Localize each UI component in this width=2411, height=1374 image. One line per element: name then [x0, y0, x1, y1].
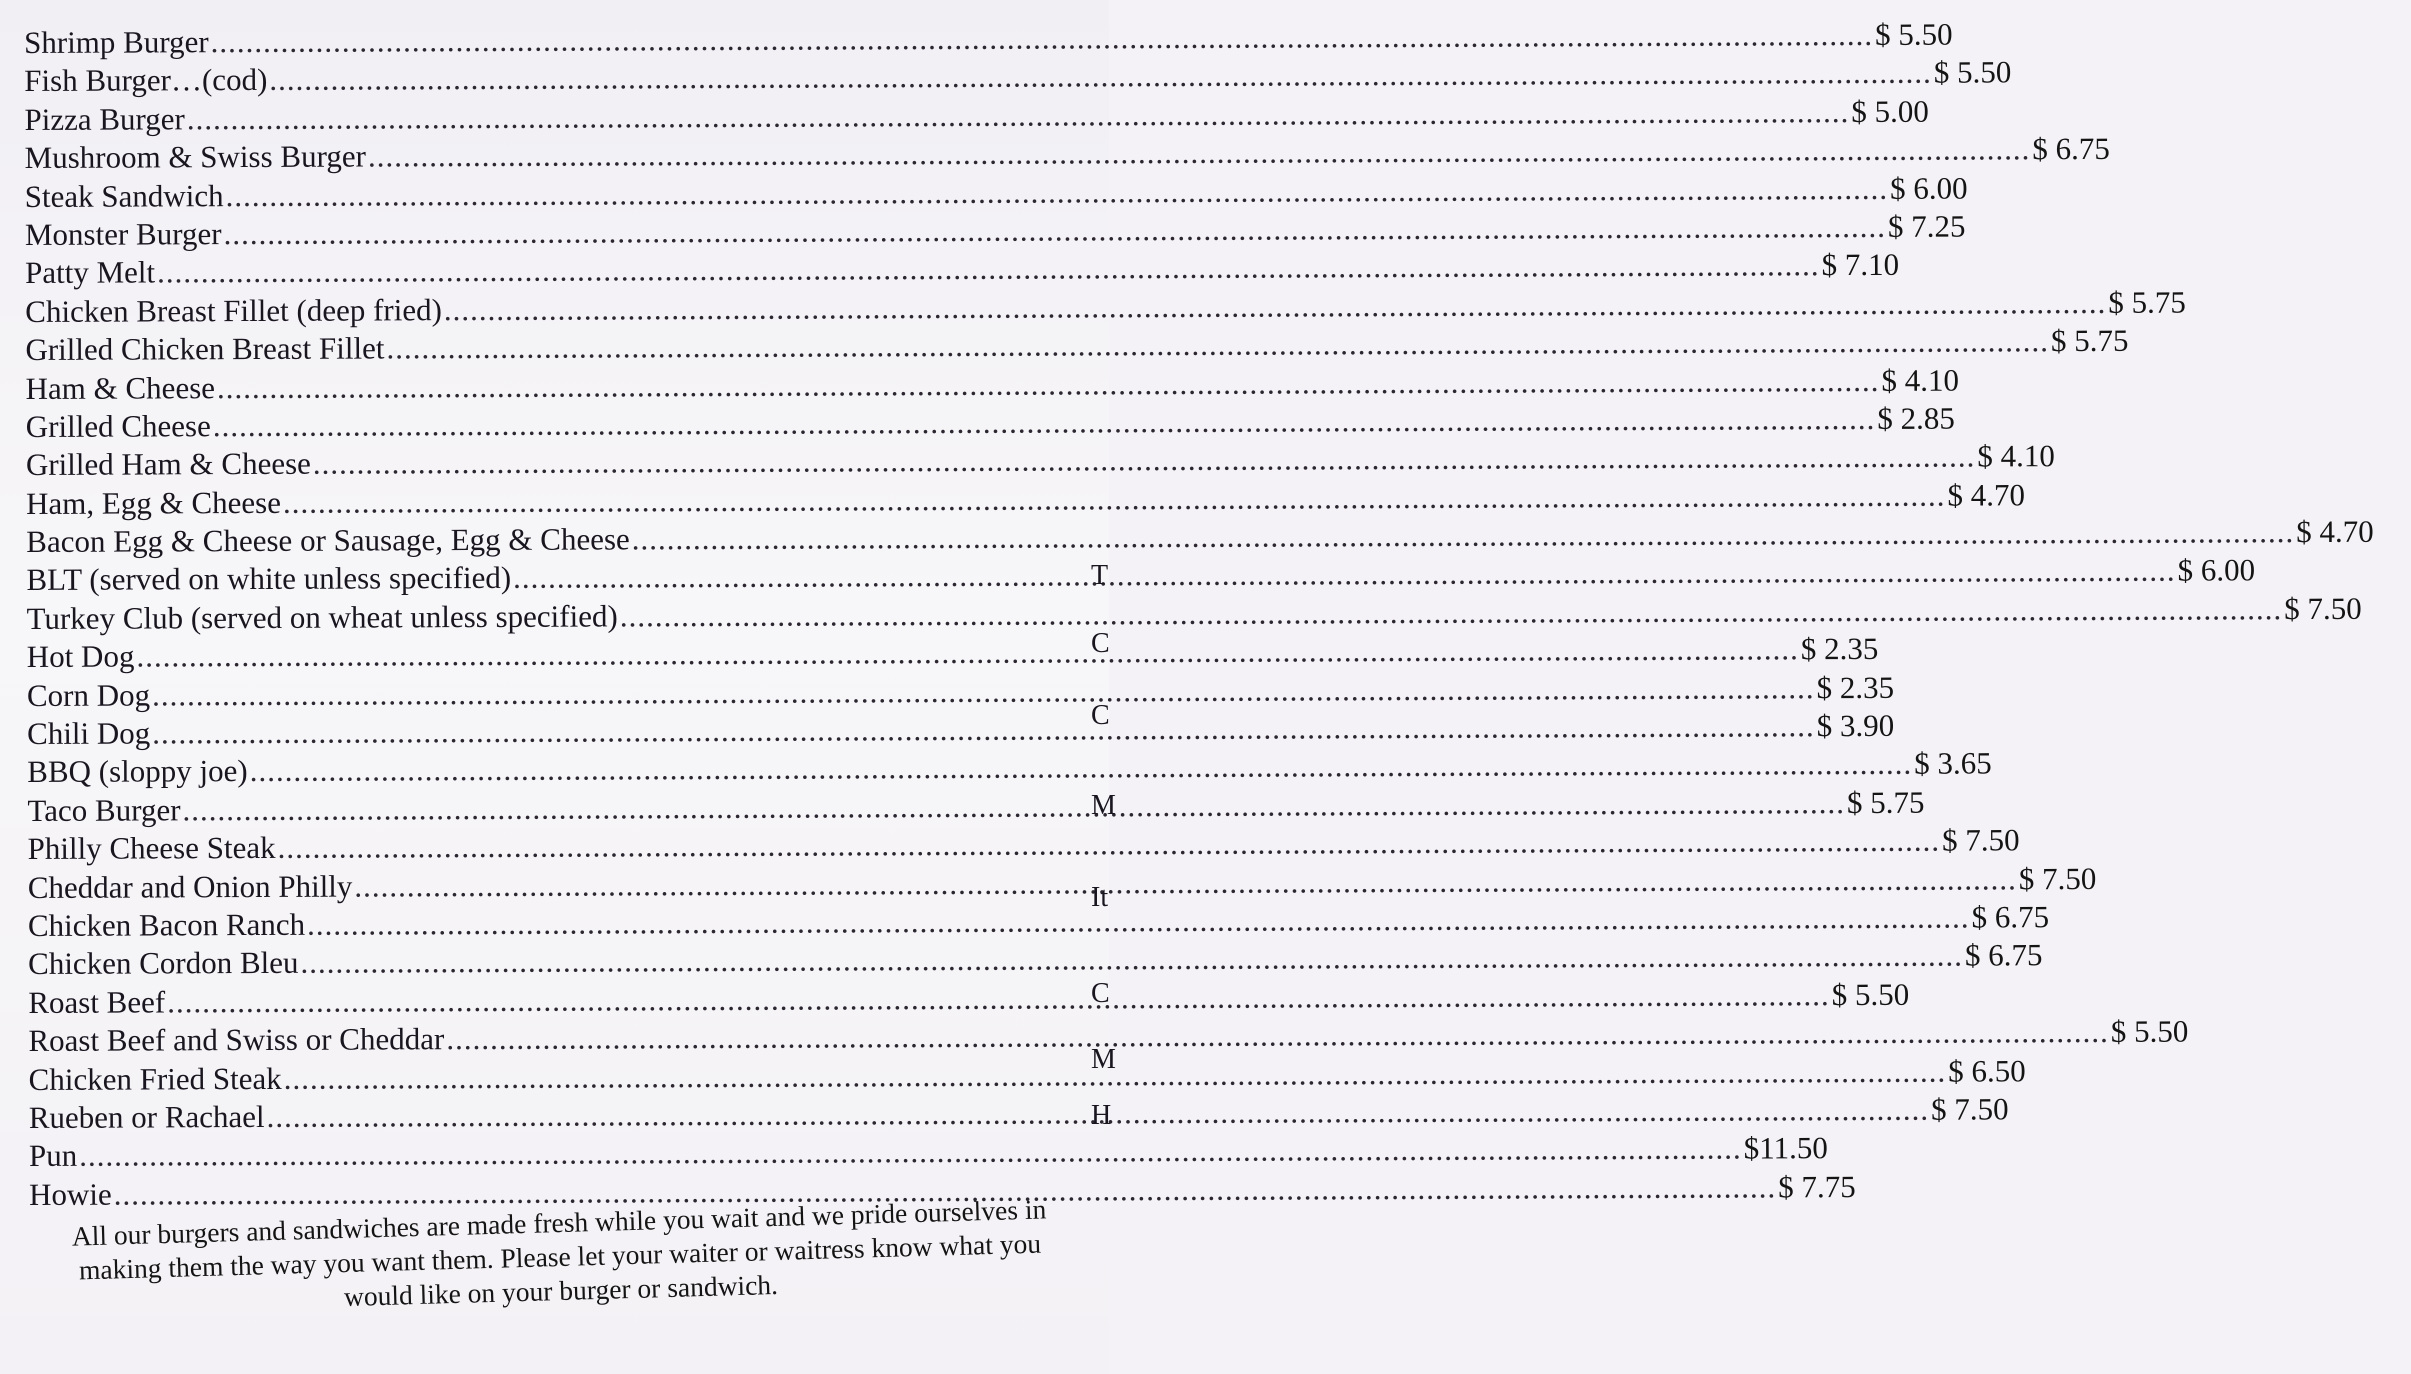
- menu-item-name: Shrimp Burger: [24, 24, 209, 60]
- edge-letter: M: [1091, 790, 1116, 821]
- menu-item-price: $ 2.35: [1800, 631, 1879, 667]
- menu-item: [24, 16, 1953, 62]
- menu-item-name: Ham, Egg & Cheese: [26, 484, 281, 521]
- menu-item-price: $ 6.75: [1964, 937, 2043, 973]
- menu-item-price: $ 7.50: [1931, 1091, 2009, 1127]
- menu-item-name: Howie: [29, 1176, 112, 1212]
- menu-item-price: $ 7.50: [1941, 822, 2020, 858]
- menu-item-price: $ 7.10: [1821, 247, 1900, 283]
- menu-item-name: BLT (served on white unless specified): [26, 560, 512, 598]
- menu-item-name: Turkey Club (served on wheat unless specified): [26, 598, 618, 636]
- menu-item: [26, 476, 2025, 523]
- menu-item-price: $ 2.85: [1877, 400, 1955, 436]
- menu-item-name: Grilled Chicken Breast Fillet: [25, 330, 385, 368]
- menu-item: [25, 362, 1960, 408]
- dot-leader: [182, 784, 1845, 829]
- menu-item-name: Roast Beef and Swiss or Cheddar: [28, 1021, 445, 1059]
- menu-item: [28, 976, 1910, 1022]
- menu-item: [28, 1052, 2026, 1099]
- dot-leader: [632, 513, 2295, 558]
- menu-item-price: $ 5.50: [1875, 16, 1953, 52]
- menu-item-name: Steak Sandwich: [24, 177, 224, 214]
- menu-item-name: Cheddar and Onion Philly: [27, 868, 353, 905]
- menu-item-name: Philly Cheese Steak: [27, 830, 276, 867]
- menu-item-price: $ 7.75: [1778, 1168, 1856, 1205]
- menu-item-price: $ 5.50: [1933, 54, 2012, 91]
- dot-leader: [446, 1013, 2109, 1058]
- menu-item: [24, 208, 1966, 254]
- menu-item: [24, 93, 1929, 139]
- dot-leader: [79, 1130, 1742, 1175]
- menu-item-price: $ 4.10: [1881, 362, 1960, 398]
- dot-leader: [307, 899, 1970, 944]
- adjacent-column-edge: [1085, 0, 1116, 1374]
- menu-item-price: $ 5.00: [1851, 93, 1929, 129]
- menu-item-name: Patty Melt: [25, 254, 156, 291]
- menu-item-price: $ 5.75: [2050, 322, 2129, 359]
- dot-leader: [157, 247, 1820, 292]
- menu-item: [28, 1091, 2009, 1137]
- dot-leader: [217, 361, 1880, 406]
- menu-item: [26, 669, 1895, 715]
- menu-item-price: $ 7.25: [1887, 208, 1966, 244]
- menu-item-name: Corn Dog: [26, 677, 151, 713]
- menu-item: [24, 170, 1968, 216]
- menu-item: [24, 131, 2110, 178]
- edge-letter: C: [1091, 700, 1110, 731]
- dot-leader: [386, 322, 2049, 367]
- menu-item-price: $ 3.90: [1816, 707, 1895, 744]
- menu-item: [27, 745, 1992, 792]
- dot-leader: [313, 438, 1976, 483]
- dot-leader: [211, 16, 1874, 61]
- menu-item-price: $ 7.50: [2018, 860, 2097, 896]
- menu-item-price: $ 5.75: [1846, 784, 1925, 820]
- menu-item-price: $ 6.75: [1971, 899, 2050, 935]
- menu-item-price: $ 5.50: [1831, 976, 1910, 1012]
- menu-item: [28, 937, 2043, 984]
- menu-item: [28, 1130, 1828, 1176]
- dot-leader: [620, 590, 2283, 635]
- edge-letter: T: [1091, 560, 1109, 591]
- edge-letter: It: [1091, 882, 1109, 913]
- dot-leader: [250, 745, 1913, 790]
- menu-item: [25, 284, 2186, 331]
- menu-item: [24, 54, 2012, 101]
- menu-item-price: $ 7.50: [2284, 590, 2362, 627]
- menu-item-price: $ 4.10: [1977, 438, 2055, 474]
- dot-leader: [136, 631, 1799, 676]
- menu-item-price: $ 4.70: [2296, 513, 2374, 550]
- menu-item-price: $ 6.00: [2177, 552, 2256, 589]
- menu-item-name: Fish Burger…(cod): [24, 62, 268, 99]
- menu-item-price: $ 6.00: [1890, 170, 1968, 206]
- menu-item-price: $11.50: [1743, 1130, 1828, 1166]
- footer-note: All our burgers and sandwiches are made fresh while you wait and we pride ourselves in making them the way you want them. Please let your waiter or waitress know what you would like on your burger or sandwich.: [71, 1193, 1047, 1313]
- menu-item-name: Chicken Bacon Ranch: [27, 906, 306, 943]
- menu-item-price: $ 5.50: [2110, 1013, 2189, 1050]
- menu-item: [27, 899, 2050, 945]
- sandwich-menu-list: [24, 16, 2374, 1214]
- menu-item-name: Pizza Burger: [24, 101, 185, 137]
- dot-leader: [368, 130, 2031, 175]
- edge-letter: H: [1091, 1100, 1112, 1131]
- menu-item-name: Grilled Ham & Cheese: [25, 446, 311, 483]
- menu-item-name: Ham & Cheese: [25, 369, 216, 406]
- dot-leader: [283, 476, 1946, 521]
- dot-leader: [187, 93, 1850, 138]
- menu-item: [25, 247, 1900, 293]
- dot-leader: [444, 284, 2107, 329]
- menu-item-price: $ 6.75: [2032, 131, 2110, 167]
- dot-leader: [513, 552, 2176, 597]
- menu-item: [26, 552, 2256, 600]
- edge-letter: C: [1091, 978, 1110, 1009]
- menu-item: [26, 590, 2362, 638]
- dot-leader: [152, 707, 1815, 752]
- menu-item: [27, 707, 1895, 753]
- menu-item-name: Bacon Egg & Cheese or Sausage, Egg & Cheese: [26, 521, 630, 560]
- menu-item: [26, 513, 2374, 561]
- dot-leader: [226, 169, 1889, 214]
- menu-item: [25, 400, 1955, 446]
- dot-leader: [223, 208, 1886, 253]
- dot-leader: [300, 937, 1963, 982]
- menu-item-name: Rueben or Rachael: [28, 1098, 265, 1135]
- menu-item: [28, 1013, 2189, 1061]
- menu-item: [26, 631, 1879, 677]
- menu-item-name: BBQ (sloppy joe): [27, 753, 248, 790]
- dot-leader: [354, 860, 2017, 905]
- menu-item-name: Hot Dog: [26, 638, 135, 675]
- menu-item-name: Mushroom & Swiss Burger: [24, 138, 366, 176]
- dot-leader: [152, 669, 1815, 714]
- dot-leader: [167, 976, 1830, 1021]
- menu-item-price: $ 6.50: [1948, 1052, 2026, 1089]
- menu-item-price: $ 3.65: [1914, 745, 1992, 782]
- menu-item-price: $ 2.35: [1816, 669, 1895, 705]
- menu-item-name: Grilled Cheese: [25, 408, 211, 444]
- edge-letter: C: [1091, 628, 1110, 659]
- menu-item-price: $ 5.75: [2108, 284, 2186, 320]
- menu-item-name: Chicken Breast Fillet (deep fried): [25, 291, 442, 329]
- edge-letter: M: [1091, 1044, 1116, 1075]
- menu-item-name: Pun: [28, 1138, 78, 1174]
- menu-item: [27, 822, 2020, 869]
- menu-item-name: Chicken Cordon Bleu: [28, 945, 299, 982]
- menu-item: [25, 438, 2055, 485]
- menu-item-price: $ 4.70: [1947, 476, 2025, 513]
- menu-item-name: Chili Dog: [27, 715, 151, 752]
- menu-item-name: Chicken Fried Steak: [28, 1060, 282, 1097]
- dot-leader: [213, 400, 1876, 445]
- menu-item-name: Roast Beef: [28, 984, 166, 1020]
- menu-item-name: Monster Burger: [24, 216, 222, 252]
- menu-item-name: Taco Burger: [27, 792, 181, 828]
- menu-item: [25, 322, 2129, 369]
- menu-item: [27, 784, 1925, 830]
